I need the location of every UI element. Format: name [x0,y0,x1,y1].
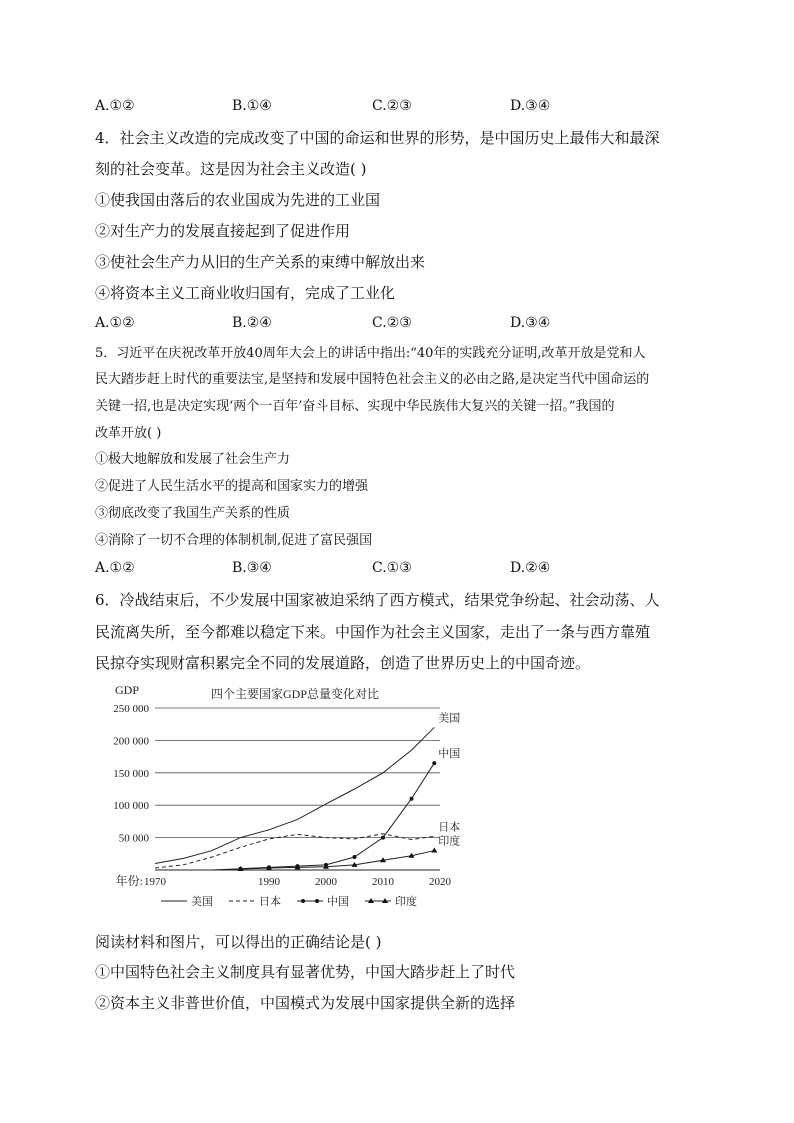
q5-stem-line1: 5．习近平在庆祝改革开放40周年大会上的讲话中指出:“40年的实践充分证明,改革开放是党和人 [95,346,646,361]
q4-option-c: C.②③ [372,315,412,331]
q5-stem-line4: 改革开放( ) [95,426,162,441]
q6-stem-line3: 民掠夺实现财富积累完全不同的发展道路，创造了世界历史上的中国奇迹。 [95,654,591,672]
y-tick-label: 150 000 [113,767,149,780]
series-label: 印度 [438,835,461,848]
q5-option-c: C.①③ [372,560,412,576]
chart-ylabel: GDP [115,683,140,697]
chart-title: 四个主要国家GDP总量变化对比 [210,687,380,701]
data-point [431,848,437,853]
q4-option-b: B.②④ [232,315,272,331]
q4-item-3: ③使社会生产力从旧的生产关系的束缚中解放出来 [95,253,426,271]
q6-item-2: ②资本主义非普世价值，中国模式为发展中国家提供全新的选择 [95,994,516,1012]
y-tick-label: 100 000 [113,800,149,813]
q3-option-b: B.①④ [232,98,272,114]
legend-label: 中国 [327,896,349,908]
series-label: 美国 [438,712,461,725]
q4-item-1: ①使我国由落后的农业国成为先进的工业国 [95,191,381,209]
gdp-line-chart [95,680,461,920]
q4-option-a: A.①② [95,315,135,331]
q5-option-d: D.②④ [510,560,551,576]
q5-stem-line2: 民大踏步赶上时代的重要法宝,是坚持和发展中国特色社会主义的必由之路,是决定当代中国命运的 [95,372,650,387]
series-line [155,727,434,863]
legend-label: 日本 [259,896,281,908]
y-tick-label: 250 000 [113,703,149,715]
q4-item-4: ④将资本主义工商业收归国有，完成了工业化 [95,284,396,302]
q4-stem-line2: 刻的社会变革。这是因为社会主义改造( ) [95,160,367,178]
data-point [432,761,436,765]
q5-item-1: ①极大地解放和发展了社会生产力 [95,452,291,467]
q5-option-b: B.③④ [232,560,272,576]
q3-option-d: D.③④ [510,98,551,114]
series-label: 日本 [438,821,461,834]
q3-option-c: C.②③ [372,98,412,114]
x-tick-label: 2010 [372,876,394,888]
data-point [410,797,414,801]
q5-option-a: A.①② [95,560,135,576]
q6-stem-line2: 民流离失所，至今都难以稳定下来。中国作为社会主义国家，走出了一条与西方靠殖 [95,623,651,641]
x-tick-label: 2000 [315,876,337,888]
legend-label: 印度 [395,896,417,908]
q5-item-2: ②促进了人民生活水平的提高和国家实力的增强 [95,479,369,494]
x-tick-label: 1990 [258,876,280,888]
series-line [155,834,434,868]
q4-item-2: ②对生产力的发展直接起到了促进作用 [95,222,351,240]
q6-item-1: ①中国特色社会主义制度具有显著优势，中国大踏步赶上了时代 [95,963,516,981]
data-point [381,836,385,840]
x-tick-label: 2020 [429,876,451,888]
chart-grid [155,708,440,870]
legend-marker [301,899,305,903]
q5-item-4: ④消除了一切不合理的体制机制,促进了富民强国 [95,533,373,548]
chart-x-ticks [144,876,452,888]
q5-stem-line3: 关键一招,也是决定实现‘两个一百年’奋斗目标、实现中华民族伟大复兴的关键一招。”我国的 [95,399,615,414]
data-point [353,855,357,859]
series-label: 中国 [438,748,461,761]
chart-xlabel: 年份: [115,874,143,888]
q6-stem-line1: 6．冷战结束后，不少发展中国家被迫采纳了西方模式，结果党争纷起、社会动荡、人 [95,591,660,609]
series-line [155,763,434,870]
legend-label: 美国 [191,896,213,908]
chart-y-ticks [113,703,149,845]
legend-marker [315,899,319,903]
y-tick-label: 50 000 [118,832,149,845]
q3-option-a: A.①② [95,98,135,114]
q4-stem-line1: 4．社会主义改造的完成改变了中国的命运和世界的形势，是中国历史上最伟大和最深 [95,129,660,147]
x-tick-label: 1970 [144,876,166,888]
y-tick-label: 200 000 [113,735,149,748]
q4-option-d: D.③④ [510,315,551,331]
q6-question: 阅读材料和图片，可以得出的正确结论是( ) [95,933,382,951]
q5-item-3: ③彻底改变了我国生产关系的性质 [95,506,291,521]
chart-legend [161,894,417,908]
chart-series [155,711,460,871]
